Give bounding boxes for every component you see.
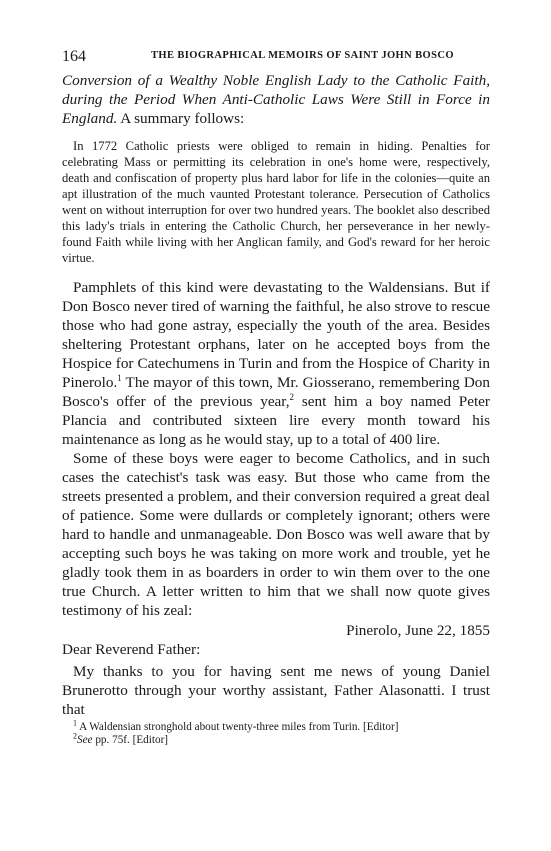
footnote-1-mark: 1	[73, 718, 77, 728]
letter-dateline: Pinerolo, June 22, 1855	[346, 622, 490, 639]
footnote-1-text: A Waldensian stronghold about twenty-three miles from Turin. [Editor]	[77, 721, 399, 733]
footnote-2	[73, 731, 490, 747]
paragraph-1-part-1: Pamphlets of this kind were devastating to the Waldensians. But if Don Bosco never tired of warning the faithful, he also strove to rescue those who had gone astray, especially the youth of the area. Besides sheltering Protestant orphans, later on he accepted boys from the Hospice for Catechumens in Turin and from the Hospice of Charity in Pinerolo.	[62, 279, 490, 391]
paragraph-1-part-3: sent him a boy named Peter Plancia and contributed sixteen lire every month toward his maintenance as long as he would stay, up to a total of 400 lire.	[62, 393, 490, 448]
letter-body: My thanks to you for having sent me news of young Daniel Brunerotto through your worthy assistant, Father Alasonatti. I trust that	[62, 663, 490, 718]
page	[62, 48, 490, 747]
letter-salutation: Dear Reverend Father:	[62, 641, 201, 658]
footnote-2-see: See	[77, 734, 93, 746]
footnote-1	[73, 718, 490, 734]
summary-paragraph: In 1772 Catholic priests were obliged to remain in hiding. Penalties for celebrating Mass or permitting its celebration in one's home were, respectively, death and confiscation of property plus hard labor for life in the colonies—quite an apt illustration of the much vaunted Protestant tolerance. Persecution of Catholics went on without interruption for over two hundred years. The booklet also described this lady's trials in entering the Catholic Church, her perseverance in her newly-found Faith while living with her Anglican family, and God's reward for her heroic virtue.	[62, 139, 490, 265]
body-paragraph-1	[62, 278, 490, 449]
paragraph-1-part-2: The mayor of this town, Mr. Giosserano, remembering Don Bosco's offer of the previous year,	[62, 374, 490, 410]
footnote-ref-1: 1	[117, 372, 122, 383]
footnote-2-mark: 2	[73, 731, 77, 741]
running-title: THE BIOGRAPHICAL MEMOIRS OF SAINT JOHN BOSCO	[151, 50, 454, 61]
booklet-title	[62, 71, 490, 128]
booklet-title-tail: A summary follows:	[117, 110, 245, 127]
page-number: 164	[62, 48, 86, 65]
footnote-ref-2: 2	[289, 391, 295, 402]
booklet-title-italic: Conversion of a Wealthy Noble English Lady to the Catholic Faith, during the Period When Anti-Catholic Laws Were Still in Force in England.	[62, 72, 490, 127]
body-paragraph-2: Some of these boys were eager to become Catholics, and in such cases the catechist's task was easy. But those who came from the streets presented a problem, and their conversion required a great deal of patience. Some were dullards or completely ignorant; others were hard to handle and unmanageable. Don Bosco was well aware that by accepting such boys he was taking on more work and trouble, yet he gladly took them in as boarders in order to win them over to the one true Church. A letter written to him that we shall now quote gives testimony of his zeal:	[62, 450, 490, 619]
running-head	[62, 48, 490, 68]
footnotes	[62, 718, 490, 747]
footnote-2-text: pp. 75f. [Editor]	[92, 734, 169, 746]
